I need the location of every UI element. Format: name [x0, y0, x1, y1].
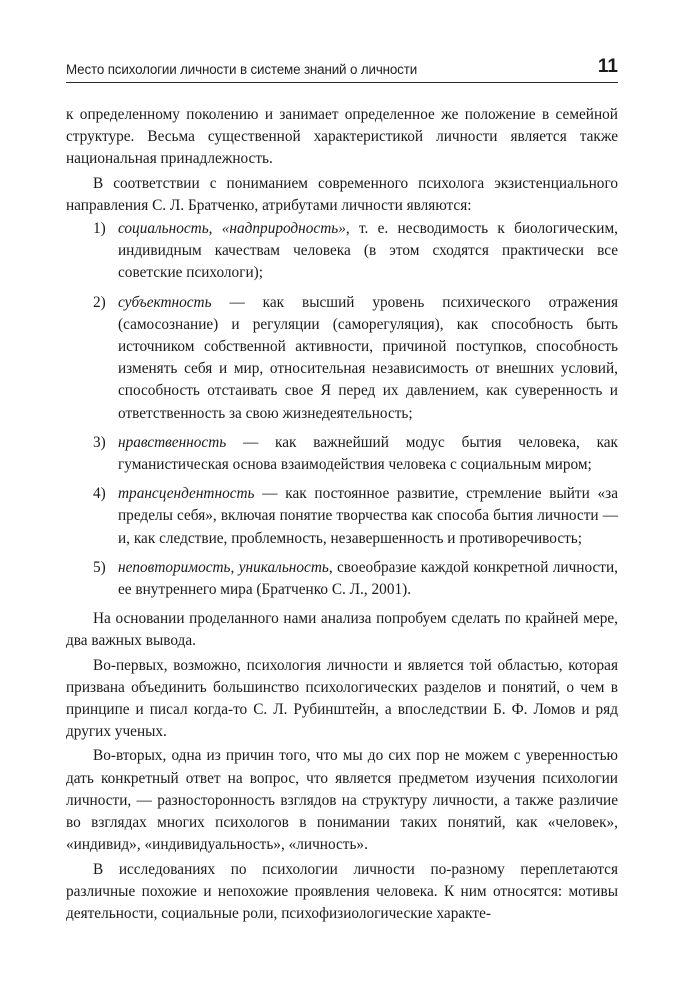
running-header	[66, 56, 618, 83]
list-item-term: социальность, «надприродность»	[118, 220, 346, 238]
list-item-text: , своеобразие каждой конкретной личности, ее внутреннего мира (Братченко С. Л., 2001).	[118, 558, 618, 599]
paragraph-second-conclusion: Во-вторых, одна из причин того, что мы до сих пор не можем с уверенностью дать конкретный ответ на вопрос, что является предметом изучения психологии личности, — разносторонность взглядов на структуру личности, а также различие во взглядах многих психологов в понимании таких понятий, как «человек», «индивид», «индивидуальность», «личность».	[66, 747, 618, 854]
list-item	[66, 557, 618, 601]
attributes-list	[66, 218, 618, 601]
list-item-term: нравственность	[118, 433, 227, 451]
list-item-number: 5)	[93, 558, 106, 576]
list-item-term: неповторимость, уникальность	[118, 558, 329, 576]
header-title: Место психологии личности в системе знаний о личности	[66, 62, 418, 77]
list-item-number: 4)	[93, 485, 106, 503]
list-item-text: — как важнейший модус бытия человека, как гуманистическая основа взаимодействия человека с социальным миром;	[118, 433, 618, 474]
paragraph-first-conclusion: Во-первых, возможно, психология личности и является той областью, которая призвана объединить большинство психологических разделов и понятий, о чем в принципе и писал когда-то С. Л. Рубинштейн, а впоследствии Б. Ф. Ломов и ряд других ученых.	[66, 656, 618, 741]
list-item-number: 2)	[93, 293, 106, 311]
page-number: 11	[597, 56, 618, 77]
list-item-number: 1)	[93, 220, 106, 238]
list-item-text: , т. е. несводимость к биологическим, индивидным качествам человека (в этом сходятся практически все советские психологи);	[118, 220, 618, 282]
list-item	[66, 218, 618, 285]
list-item	[66, 483, 618, 550]
list-item-term: субъектность	[118, 293, 212, 311]
list-item-number: 3)	[93, 433, 106, 451]
paragraph-conclusion-intro: На основании проделанного нами анализа попробуем сделать по крайней мере, два важных вывода.	[66, 610, 618, 650]
paragraph-research: В исследованиях по психологии личности по-разному переплетаются различные похожие и непохожие проявления человека. К ним относятся: мотивы деятельности, социальные роли, психофизиологические характе-	[66, 860, 618, 922]
page-body	[66, 104, 618, 925]
paragraph-attributes-intro: В соответствии с пониманием современного психолога экзистенциального направления С. Л. Братченко, атрибутами личности являются:	[66, 174, 618, 214]
list-item-term: трансцендентность	[118, 485, 255, 503]
list-item	[66, 432, 618, 476]
list-item	[66, 292, 618, 425]
list-item-text: — как высший уровень психического отражения (самосознание) и регуляции (саморегуляция), как способность быть источником собственной активности, причиной поступков, способность изменять себя и мир, относительная независимость от внешних условий, способность отстаивать свое Я перед их давлением, как суверенность и ответственность за свою жизнедеятельность;	[118, 293, 618, 422]
list-item-text: — как постоянное развитие, стремление выйти «за пределы себя», включая понятие творчества как способа бытия личности — и, как следствие, проблемность, незавершенность и противоречивость;	[118, 485, 618, 547]
paragraph-continuation: к определенному поколению и занимает определенное же положение в семейной структуре. Весьма существенной характеристикой личности является также национальная принадлежность.	[66, 106, 618, 168]
